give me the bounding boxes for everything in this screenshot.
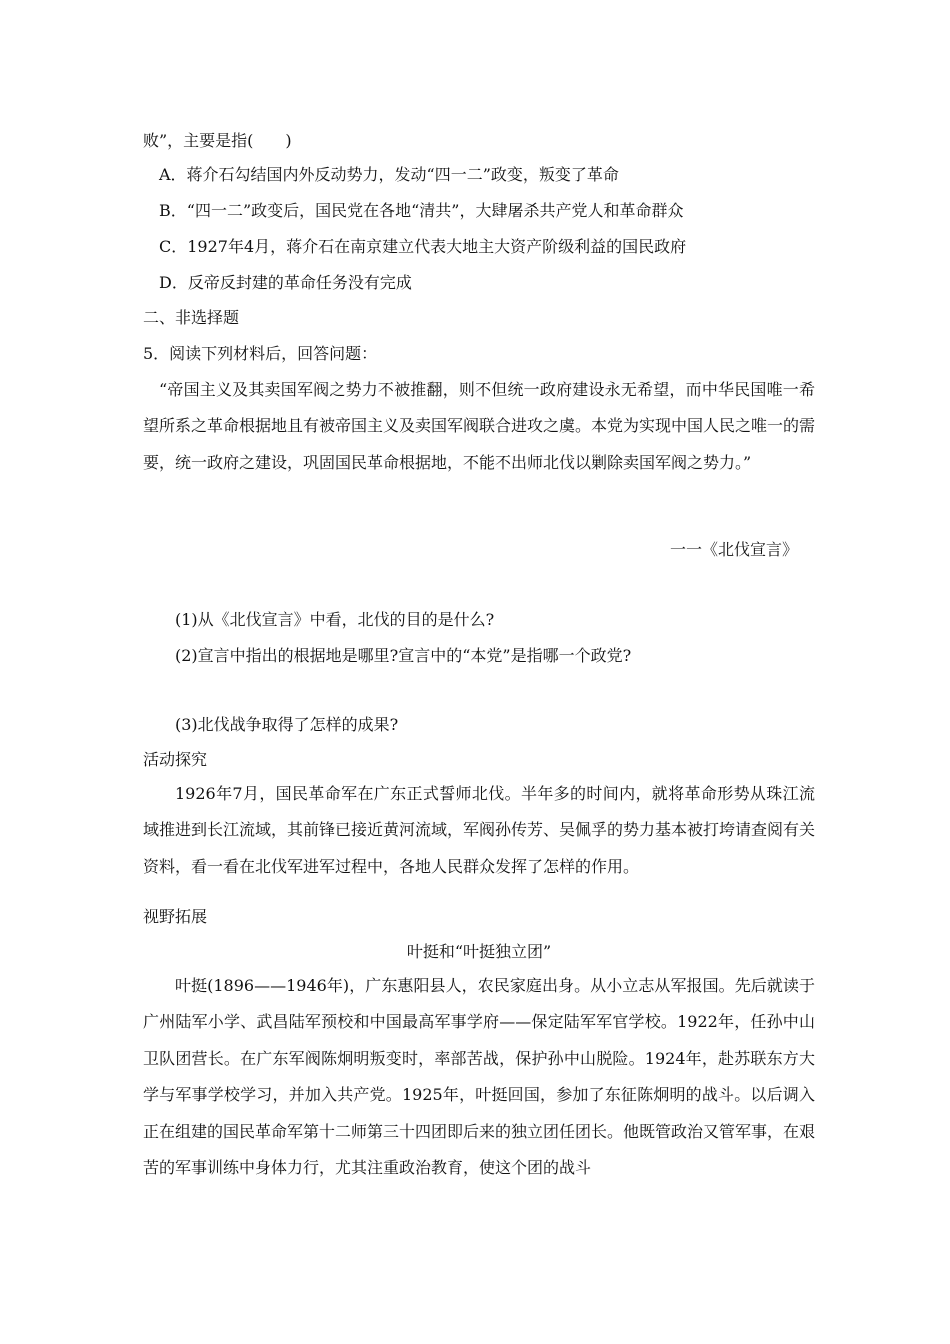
- q4-option-d: D．反帝反封建的革命任务没有完成: [159, 273, 412, 292]
- quote-paragraph: “帝国主义及其卖国军阀之势力不被推翻，则不但统一政府建设永无希望，而中华民国唯一希望所系之革命根据地且有被帝国主义及卖国军阀联合进攻之虞。本党为实现中国人民之唯一的需要，统一政府之建设，巩固国民革命根据地，不能不出师北伐以剿除卖国军阀之势力。”: [143, 380, 816, 472]
- article-title: 叶挺和“叶挺独立团”: [406, 942, 552, 961]
- question-3: (3)北伐战争取得了怎样的成果?: [175, 715, 399, 734]
- question-2: (2)宣言中指出的根据地是哪里?宣言中的“本党”是指哪一个政党?: [175, 646, 632, 665]
- q4-stem-tail: 败”，主要是指( ): [143, 131, 292, 150]
- extension-heading: 视野拓展: [143, 907, 208, 926]
- q4-option-b: B．“四一二”政变后，国民党在各地“清共”，大肆屠杀共产党人和革命群众: [159, 201, 684, 220]
- question-1: (1)从《北伐宣言》中看，北伐的目的是什么?: [175, 610, 495, 629]
- q4-option-c: C．1927年4月，蒋介石在南京建立代表大地主大资产阶级利益的国民政府: [159, 237, 687, 256]
- q5-stem: 5．阅读下列材料后，回答问题：: [143, 344, 378, 363]
- section-heading: 二、非选择题: [143, 308, 240, 327]
- activity-paragraph: 1926年7月，国民革命军在广东正式誓师北伐。半年多的时间内，就将革命形势从珠江流域推进到长江流域，其前锋已接近黄河流域，军阀孙传芳、吴佩孚的势力基本被打垮请查阅有关资料，看一看在北伐军进军过程中，各地人民群众发挥了怎样的作用。: [143, 784, 816, 876]
- activity-heading: 活动探究: [143, 750, 208, 769]
- q4-option-a: A．蒋介石勾结国内外反动势力，发动“四一二”政变，叛变了革命: [159, 165, 619, 184]
- quote-source: 一一《北伐宣言》: [669, 540, 798, 559]
- article-paragraph: 叶挺(1896——1946年)，广东惠阳县人，农民家庭出身。从小立志从军报国。先后就读于广州陆军小学、武昌陆军预校和中国最高军事学府——保定陆军军官学校。1922年，任孙中山卫队团营长。在广东军阀陈炯明叛变时，率部苦战，保护孙中山脱险。1924年，赴苏联东方大学与军事学校学习，并加入共产党。1925年，叶挺回国，参加了东征陈炯明的战斗。以后调入正在组建的国民革命军第十二师第三十四团即后来的独立团任团长。他既管政治又管军事，在艰苦的军事训练中身体力行，尤其注重政治教育，使这个团的战斗: [143, 976, 816, 1178]
